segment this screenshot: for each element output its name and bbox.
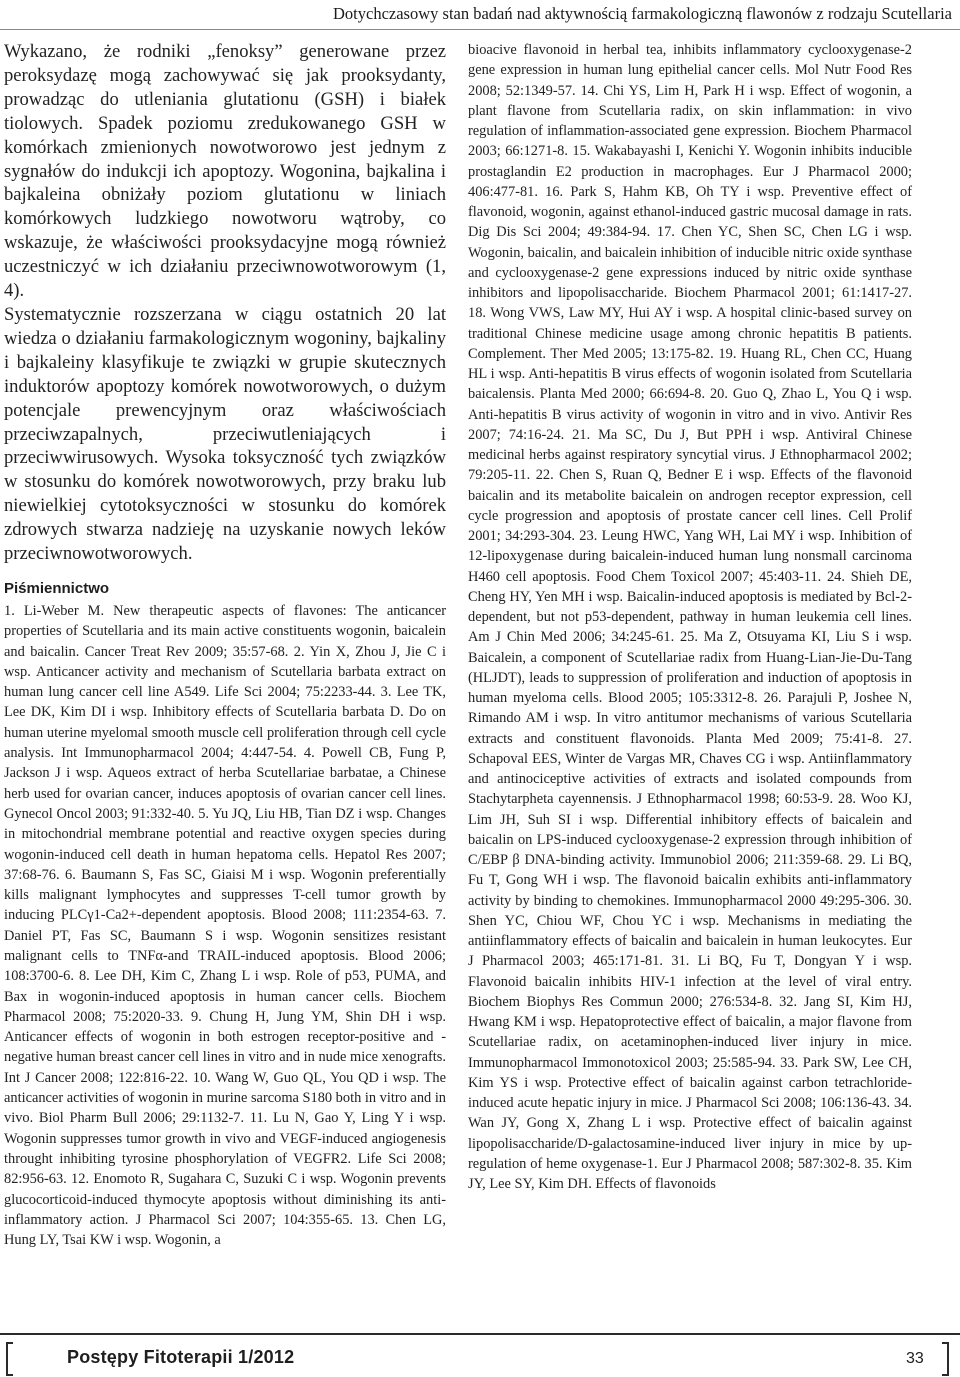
journal-title: Postępy Fitoterapii 1/2012 [67,1347,295,1367]
page-number: 33 [906,1350,924,1367]
footer-bracket-right [942,1342,949,1376]
header-rule [0,29,960,30]
references-list-left: 1. Li-Weber M. New therapeutic aspects of flavones: The anticancer properties of Scutellaria and its main active constituents wogonin, baicalein and baicalin. Cancer Treat Rev 2009; 35:57-68. 2. Yin X, Zhou J, Jie C i wsp. Anticancer activity and mechanism of Scutellaria barbata extract on human lung cancer cell line A549. Life Sci 2004; 75:2233-44. 3. Lee TK, Lee DK, Kim DI i wsp. Inhibitory effects of Scutellaria barbata D. Do on human uterine myelomal smooth muscle cell proliferation through cell cycle analysis. Int Immunopharmacol 2004; 4:447-54. 4. Powell CB, Fung P, Jackson J i wsp. Aqueos extract of herba Scutellariae barbatae, a Chinese herb used for ovarian cancer, induces apoptosis of ovarian cancer cell lines. Gynecol Oncol 2003; 91:332-40. 5. Yu JQ, Liu HB, Tian DZ i wsp. Changes in mitochondrial membrane potential and reactive oxygen species during wogonin-induced cell death in human hepatoma cells. Hepatol Res 2007; 37:68-76. 6. Baumann S, Fas SC, Giaisi M i wsp. Wogonin preferentially kills malignant lymphocytes and suppresses T-cell tumor growth by inducing PLCγ1-Ca2+-dependent apoptosis. Blood 2008; 111:2354-63. 7. Daniel PT, Fas SC, Baumann S i wsp. Wogonin sensitizes resistant malignant cells to TNFα-and TRAIL-induced apoptosis. Blood 2006; 108:3700-6. 8. Lee DH, Kim C, Zhang L i wsp. Role of p53, PUMA, and Bax in wogonin-induced apoptosis in human cancer cells. Biochem Pharmacol 2008; 75:2020-33. 9. Chung H, Jung YM, Shin DH i wsp. Anticancer effects of wogonin in both estrogen receptor-positive and -negative human breast cancer cell lines in vitro and in nude mice xenografts. Int J Cancer 2008; 122:816-22. 10. Wang W, Guo QL, You QD i wsp. The anticancer activities of wogonin in murine sarcoma S180 both in vitro and in vivo. Biol Pharm Bull 2006; 29:1132-7. 11. Lu N, Gao Y, Ling Y i wsp. Wogonin suppresses tumor growth in vivo and VEGF-induced angiogenesis throught inhibiting tyrosine phosphorylation of VEGFR2. Life Sci 2008; 82:956-63. 12. Enomoto R, Sugahara C, Suzuki C i wsp. Wogonin prevents glucocorticoid-induced thymocyte apoptosis without diminishing its anti-inflammatory action. J Pharmacol Sci 2007; 104:355-65. 13. Chen LG, Hung LY, Tsai KW i wsp. Wogonin, a [4,602,447,1249]
footer-rule [0,1333,960,1335]
references-list-right: bioacive flavonoid in herbal tea, inhibits inflammatory cyclooxygenase-2 gene expression in human lung epithelial cancer cells. Mol Nutr Food Res 2008; 52:1349-57. 14. Chi YS, Lim H, Park H i wsp. Effect of wogonin, a plant flavone from Scutellaria radix, on skin inflammation: in vivo regulation of inflammation-associated gene expression. Biochem Pharmacol 2003; 66:1271-8. 15. Wakabayashi I, Kenichi Y. Wogonin inhibits inducible prostaglandin E2 production in macrophages. Eur J Pharmacol 2000; 406:477-81. 16. Park S, Hahm KB, Oh TY i wsp. Preventive effect of flavonoid, wogonin, against ethanol-induced gastric mucosal damage in rats. Dig Dis Sci 2004; 49:384-94. 17. Chen YC, Shen SC, Chen LG i wsp. Wogonin, baicalin, and baicalein inhibition of inducible nitric oxide synthase and cyclooxygenase-2 gene expressions induced by nitric oxide synthase inhibitors and lipopolisaccharide. Biochem Pharmacol 2001; 61:1417-27. 18. Wong VWS, Law MY, Hui AY i wsp. A hospital clinic-based survey on traditional Chinese medicine usage among chronic hepatitis B patients. Complement. Ther Med 2005; 13:175-82. 19. Huang RL, Chen CC, Huang HL i wsp. Anti-hepatitis B virus effects of wogonin isolated from Scutellaria baicalensis. Planta Med 2000; 66:694-8. 20. Guo Q, Zhao L, You Q i wsp. Anti-hepatitis B virus activity of wogonin in vitro and in vivo. Antivir Res 2007; 74:16-24. 21. Ma SC, Du J, But PPH i wsp. Antiviral Chinese medicinal herbs against respiratory syncytial virus. J Ethnopharmacol 2002; 79:205-11. 22. Chen S, Ruan Q, Bedner E i wsp. Effects of the flavonoid baicalin and its metabolite baicalein on androgen receptor expression, cell cycle progression and apoptosis of prostate cancer cell lines. Cell Prolif 2001; 34:293-304. 23. Leung HWC, Yang WH, Lai MY i wsp. Inhibition of 12-lipoxygenase during baicalein-induced human lung nonsmall carcinoma H460 cell apoptosis. Food Chem Toxicol 2007; 45:403-11. 24. Shieh DE, Cheng HY, Yen MH i wsp. Baicalin-induced apoptosis is mediated by Bcl-2-dependent, but not p53-dependent, pathway in human leukemia cell lines. Am J Chin Med 2006; 34:245-61. 25. Ma Z, Otsuyama KI, Liu S i wsp. Baicalein, a component of Scutellariae radix from Huang-Lian-Jie-Du-Tang (HLJDT), leads to suppression of proliferation and induction of apoptosis in human myeloma cells. Blood 2005; 105:3312-8. 26. Parajuli P, Joshee N, Rimando AM i wsp. In vitro antitumor mechanisms of various Scutellaria extracts and constituent flavonoids. Planta Med 2009; 75:41-8. 27. Schapoval EES, Winter de Vargas MR, Chaves CG i wsp. Antiinflammatory and antinociceptive activities of extracts and isolated compounds from Stachytarpheta cayennensis. J Ethnopharmacol 1998; 60:53-9. 28. Woo KJ, Lim JH, Suh SI i wsp. Differential inhibitory effects of baicalein and baicalin on LPS-induced cyclooxygenase-2 expression through inhibition of C/EBP β DNA-binding activity. Immunobiol 2006; 211:359-68. 29. Li BQ, Fu T, Gong WH i wsp. The flavonoid baicalin exhibits anti-inflammatory activity by binding to chemokines. Immunopharmacol 2000 49:295-306. 30. Shen YC, Chiou WF, Chou YC i wsp. Mechanisms in mediating the antiinflammatory effects of baicalin and baicalein in human leukocytes. Eur J Pharmacol 2003; 465:171-81. 31. Li BQ, Fu T, Dongyan Y i wsp. Flavonoid baicalin inhibits HIV-1 infection at the level of viral entry. Biochem Biophys Res Commun 2000; 276:534-8. 32. Jang SI, Kim HJ, Hwang KM i wsp. Hepatoprotective effect of baicalin, a major flavone from Scutellariae radix, on acetaminophen-induced liver injury in mice. Immunopharmacol Immonotoxicol 2003; 25:585-94. 33. Park SW, Lee CH, Kim YS i wsp. Protective effect of baicalin against carbon tetrachloride-induced acute hepatic injury in mice. J Pharmacol Sci 2008; 106:136-43. 34. Wan JY, Gong X, Zhang L i wsp. Protective effect of baicalin against lipopolisaccharide/D-galactosamine-induced liver injury in mice by up-regulation of heme oxygenase-1. Eur J Pharmacol 2008; 587:302-8. 35. Kim JY, Lee SY, Kim DH. Effects of flavonoids [468,42,912,1192]
left-column [4,40,446,1250]
body-paragraph-2: Systematycznie rozszerzana w ciągu ostatnich 20 lat wiedza o działaniu farmakologicznym wogoniny, bajkaliny i bajkaleiny klasyfikuje te związki w grupie skutecznych induktorów apoptozy komórek nowotworowych, o dużym potencjale prewencyjnym oraz właściwościach przeciwzapalnych, przeciwutleniających i przeciwwirusowych. Wysoka toksyczność tych związków w stosunku do komórek nowotworowych, przy braku lub niewielkiej cytotoksyczności w stosunku do komórek zdrowych stwarza nadzieję na uzyskanie nowych leków przeciwnowotworowych. [4,303,446,565]
body-paragraph-1: Wykazano, że rodniki „fenoksy” generowane przez peroksydazę mogą zachowywać się jak prooksydanty, prowadząc do utleniania glutationu (GSH) i białek tiolowych. Spadek poziomu zredukowanego GSH w komórkach zmienionych nowotworowo jest jednym z sygnałów do indukcji ich apoptozy. Wogonina, bajkalina i bajkaleina obniżały poziom glutationu w liniach komórkowych ludzkiego nowotworu wątroby, co wskazuje, że właściwości prooksydacyjne mogą również uczestniczyć w ich działaniu przeciwnowotworowym (1, 4). [4,41,446,302]
right-column [468,40,912,1194]
running-head: Dotychczasowy stan badań nad aktywnością farmakologiczną flawonów z rodzaju Scutellaria [333,4,952,23]
footer-bracket-left [6,1342,13,1376]
references-heading: Piśmiennictwo [4,579,110,597]
